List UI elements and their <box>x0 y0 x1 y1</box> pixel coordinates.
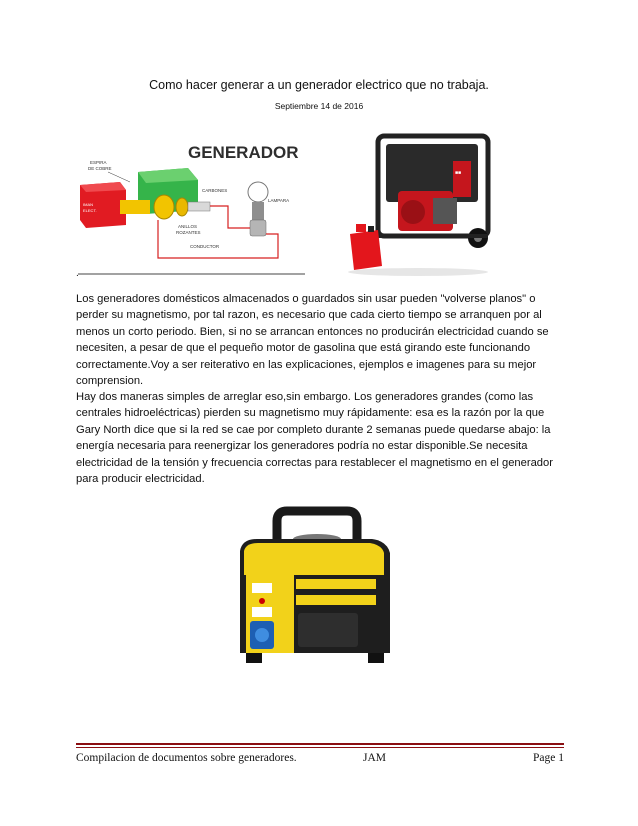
diagram-label-espira: ESPIRA <box>90 160 107 165</box>
paragraph-1: Los generadores domésticos almacenados o guardados sin usar pueden "volverse planos" o perder su magnetismo, por tal razon, es necesario que cada cierto tiempo se arranquen por al menos un corto periodo. Bien, si no se arrancan entonces no producirán electricidad cuando se necesiten, a pesar de que el pequeño motor de gasolina que está girando este funcionando correctamente.Voy a ser reiterativo en las explicaciones, ejemplos e imagenes para su mejor comprension. <box>76 293 549 388</box>
document-date: Septiembre 14 de 2016 <box>274 101 364 111</box>
footer-page-number: Page 1 <box>533 752 564 764</box>
footer-rule-top <box>76 743 564 745</box>
footer-rule-bottom <box>76 747 564 748</box>
diagram-heading: GENERADOR <box>188 143 299 162</box>
diagram-label-de-cobre: DE COBRE <box>88 166 112 171</box>
diagram-label-elect: ELECT. <box>83 208 97 213</box>
diagram-label-carbones: CARBONES <box>202 188 228 193</box>
diagram-label-anillos: ANILLOS <box>178 224 198 229</box>
svg-text:■■: ■■ <box>455 170 462 176</box>
page-footer <box>76 752 564 768</box>
portable-generator-image <box>222 503 408 675</box>
footer-center-text: JAM <box>363 752 387 764</box>
footer-left-text: Compilacion de documentos sobre generadores. <box>76 752 297 764</box>
diagram-label-rozantes: ROZANTES <box>176 230 201 235</box>
generator-diagram <box>78 130 305 278</box>
diagram-label-conductor: CONDUCTOR <box>190 244 220 249</box>
document-title: Como hacer generar a un generador electrico que no trabaja. <box>149 78 489 92</box>
paragraph-2: Hay dos maneras simples de arreglar eso,sin embargo. Los generadores grandes (como las centrales hidroeléctricas) pierden su magnetismo muy rápidamente: esa es la razón por la que Gary North dice que si la red se cae por completo durante 2 semanas puede quedarse abajo: la energía necesaria para reenergizar los generadores podría no estar disponible.Se necesita electricidad de la tensión y frecuencia correctas para restablecer el magnetismo en el generador para producir electricidad. <box>76 391 553 486</box>
open-frame-generator-image <box>338 126 500 278</box>
diagram-label-iman: IMAN <box>83 202 93 207</box>
marker-dot: . <box>76 268 79 279</box>
diagram-label-lampara: LAMPARA <box>268 198 290 203</box>
